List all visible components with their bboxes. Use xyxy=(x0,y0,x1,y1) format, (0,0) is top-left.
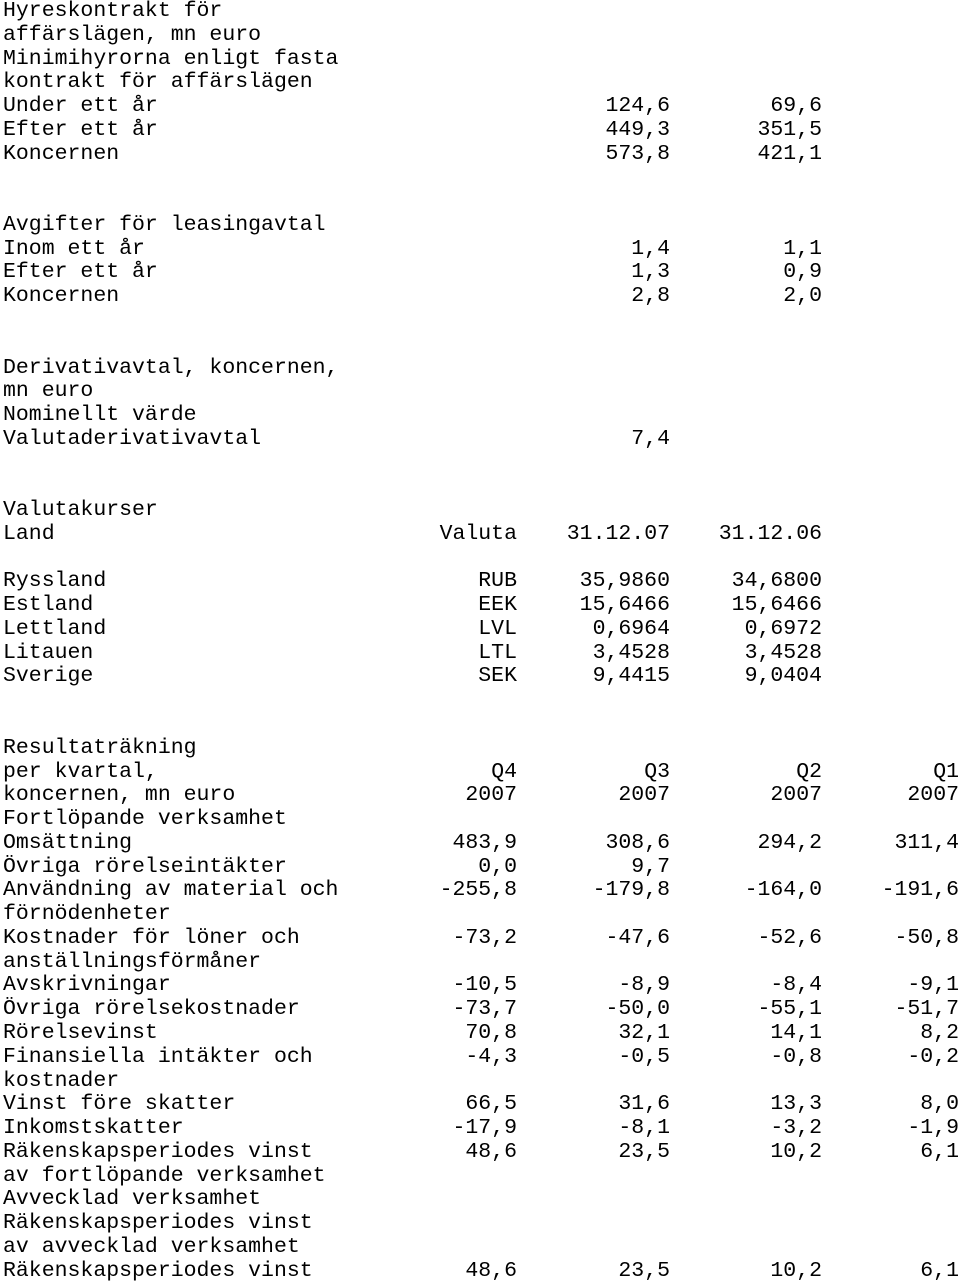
value-current: 573,8 xyxy=(605,141,670,166)
row-line xyxy=(0,856,960,880)
rate-2006: 34,6800 xyxy=(731,569,822,594)
value-q2: -52,6 xyxy=(757,925,822,950)
rental-contracts-section xyxy=(0,0,960,166)
value-q2: 294,2 xyxy=(757,830,822,855)
row-line xyxy=(0,1093,960,1117)
value-current: 449,3 xyxy=(605,117,670,142)
header-year-q4: 2007 xyxy=(465,783,517,808)
rate-2006: 0,6972 xyxy=(744,616,822,641)
header-label: per kvartal, xyxy=(3,759,158,784)
value-q2: -8,4 xyxy=(770,973,822,998)
table-row xyxy=(0,119,960,143)
value-q3: -50,0 xyxy=(605,997,670,1022)
row-label: Användning av material och xyxy=(3,878,339,903)
table-row xyxy=(0,570,960,594)
discontinued-heading: Avvecklad verksamhet xyxy=(3,1187,262,1212)
value-current: 124,6 xyxy=(605,94,670,119)
header-date-2007: 31.12.07 xyxy=(566,521,670,546)
row-line xyxy=(0,1117,960,1141)
row-label-continued: förnödenheter xyxy=(3,902,171,927)
value-q3: 23,5 xyxy=(618,1258,670,1283)
row-line xyxy=(0,1260,960,1284)
row-label: Rörelsevinst xyxy=(3,1020,158,1045)
table-row xyxy=(0,238,960,262)
value-previous: 69,6 xyxy=(770,94,822,119)
row-label: Koncernen xyxy=(3,141,120,166)
row-label: Omsättning xyxy=(3,830,133,855)
rate-2007: 35,9860 xyxy=(579,569,670,594)
table-row-financial-items xyxy=(0,1046,960,1094)
table-row-other-operating-income xyxy=(0,856,960,880)
table-row xyxy=(0,95,960,119)
subtitle-line: Minimihyrorna enligt fasta xyxy=(3,46,339,71)
row-label: Vinst före skatter xyxy=(3,1092,236,1117)
row-line xyxy=(0,1070,960,1094)
value-previous: 1,1 xyxy=(783,236,822,261)
row-line xyxy=(0,927,960,951)
value-q1: 6,1 xyxy=(920,1139,959,1164)
value-q1: -51,7 xyxy=(894,997,959,1022)
table-row-materials xyxy=(0,879,960,927)
value-q2: 13,3 xyxy=(770,1092,822,1117)
rate-2007: 3,4528 xyxy=(592,640,670,665)
title-line: Resultaträkning xyxy=(3,735,197,760)
table-row-profit-continuing xyxy=(0,1141,960,1189)
table-row xyxy=(0,261,960,285)
section-title xyxy=(0,737,960,761)
title-line: Derivativavtal, koncernen, xyxy=(3,355,339,380)
value-q1: -9,1 xyxy=(907,973,959,998)
table-row-omsattning xyxy=(0,832,960,856)
value-q3: 31,6 xyxy=(618,1092,670,1117)
table-row-income-tax xyxy=(0,1117,960,1141)
row-line xyxy=(0,1165,960,1189)
row-label: Räkenskapsperiodes vinst xyxy=(3,1139,313,1164)
row-label: Efter ett år xyxy=(3,117,158,142)
section-title xyxy=(0,24,960,48)
currency: LVL xyxy=(478,616,517,641)
value-current: 1,4 xyxy=(631,236,670,261)
value-q4: 48,6 xyxy=(465,1139,517,1164)
value-q2: 10,2 xyxy=(770,1258,822,1283)
value-current: 1,3 xyxy=(631,260,670,285)
exchange-rates-section xyxy=(0,499,960,689)
country: Sverige xyxy=(3,664,94,689)
country: Ryssland xyxy=(3,569,107,594)
currency: EEK xyxy=(478,593,517,618)
value-q2: 10,2 xyxy=(770,1139,822,1164)
income-statement-section xyxy=(0,737,960,1284)
value-q4: -10,5 xyxy=(452,973,517,998)
value-q2: -55,1 xyxy=(757,997,822,1022)
value-q2: 14,1 xyxy=(770,1020,822,1045)
table-row-personnel-costs xyxy=(0,927,960,975)
subsection-heading xyxy=(0,808,960,832)
rate-2007: 9,4415 xyxy=(592,664,670,689)
table-row xyxy=(0,594,960,618)
value-q3: 23,5 xyxy=(618,1139,670,1164)
table-row xyxy=(0,665,960,689)
row-line xyxy=(0,1022,960,1046)
value-q4: 0,0 xyxy=(478,854,517,879)
value-q3: 9,7 xyxy=(631,854,670,879)
rate-2007: 15,6466 xyxy=(579,593,670,618)
title-line: mn euro xyxy=(3,379,94,404)
value-q3: -8,9 xyxy=(618,973,670,998)
value-q1: 311,4 xyxy=(894,830,959,855)
row-label: Efter ett år xyxy=(3,260,158,285)
leasing-fees-section xyxy=(0,214,960,309)
row-label: Finansiella intäkter och xyxy=(3,1044,313,1069)
header-q4: Q4 xyxy=(491,759,517,784)
row-label-continued: anställningsförmåner xyxy=(3,949,262,974)
rate-2006: 15,6466 xyxy=(731,593,822,618)
table-row-depreciation xyxy=(0,974,960,998)
value-q3: 308,6 xyxy=(605,830,670,855)
value-q1: -1,9 xyxy=(907,1116,959,1141)
section-subtitle xyxy=(0,71,960,95)
section-title xyxy=(0,380,960,404)
table-row xyxy=(0,285,960,309)
title-line: Valutakurser xyxy=(3,498,158,523)
value-q2: -164,0 xyxy=(744,878,822,903)
table-row xyxy=(0,618,960,642)
row-label: Räkenskapsperiodes vinst xyxy=(3,1258,313,1283)
value-q1: 8,2 xyxy=(920,1020,959,1045)
row-label: Övriga rörelseintäkter xyxy=(3,854,287,879)
country: Estland xyxy=(3,593,94,618)
subsection-heading xyxy=(0,1188,960,1212)
title-line: affärslägen, mn euro xyxy=(3,22,262,47)
row-label: Under ett år xyxy=(3,94,158,119)
row-label-continued: av fortlöpande verksamhet xyxy=(3,1163,326,1188)
header-land: Land xyxy=(3,521,55,546)
table-header-years xyxy=(0,784,960,808)
rate-2006: 9,0404 xyxy=(744,664,822,689)
value-q3: -179,8 xyxy=(592,878,670,903)
value-current: 7,4 xyxy=(631,426,670,451)
header-q1: Q1 xyxy=(933,759,959,784)
blank-line xyxy=(0,547,960,571)
header-valuta: Valuta xyxy=(439,521,517,546)
table-row xyxy=(0,428,960,452)
title-line: Hyreskontrakt för xyxy=(3,0,223,23)
value-q2: -0,8 xyxy=(770,1044,822,1069)
value-q3: -8,1 xyxy=(618,1116,670,1141)
rate-2006: 3,4528 xyxy=(744,640,822,665)
derivatives-section xyxy=(0,357,960,452)
row-line xyxy=(0,998,960,1022)
section-title xyxy=(0,214,960,238)
row-label: Koncernen xyxy=(3,284,120,309)
value-previous: 2,0 xyxy=(783,284,822,309)
header-year-q2: 2007 xyxy=(770,783,822,808)
currency: LTL xyxy=(478,640,517,665)
section-title xyxy=(0,0,960,24)
row-label: Kostnader för löner och xyxy=(3,925,300,950)
row-line xyxy=(0,879,960,903)
value-q1: 6,1 xyxy=(920,1258,959,1283)
row-label: Övriga rörelsekostnader xyxy=(3,997,300,1022)
header-q2: Q2 xyxy=(796,759,822,784)
table-header-quarters xyxy=(0,761,960,785)
value-q1: -191,6 xyxy=(881,878,959,903)
table-row-profit-discontinued xyxy=(0,1212,960,1260)
value-q3: -47,6 xyxy=(605,925,670,950)
row-label: Inkomstskatter xyxy=(3,1116,184,1141)
value-q3: 32,1 xyxy=(618,1020,670,1045)
continuing-heading: Fortlöpande verksamhet xyxy=(3,807,287,832)
row-line xyxy=(0,832,960,856)
currency: RUB xyxy=(478,569,517,594)
row-line xyxy=(0,1212,960,1236)
row-line xyxy=(0,1141,960,1165)
table-row-profit-before-tax xyxy=(0,1093,960,1117)
value-q4: -4,3 xyxy=(465,1044,517,1069)
value-q1: -50,8 xyxy=(894,925,959,950)
header-label: koncernen, mn euro xyxy=(3,783,236,808)
title-line: Avgifter för leasingavtal xyxy=(3,212,326,237)
value-q4: 66,5 xyxy=(465,1092,517,1117)
header-year-q3: 2007 xyxy=(618,783,670,808)
value-q4: 483,9 xyxy=(452,830,517,855)
value-q1: -0,2 xyxy=(907,1044,959,1069)
table-header xyxy=(0,523,960,547)
currency: SEK xyxy=(478,664,517,689)
section-subtitle xyxy=(0,404,960,428)
value-previous: 351,5 xyxy=(757,117,822,142)
row-line xyxy=(0,1046,960,1070)
value-q4: -73,7 xyxy=(452,997,517,1022)
value-q3: -0,5 xyxy=(618,1044,670,1069)
country: Lettland xyxy=(3,616,107,641)
row-line xyxy=(0,1236,960,1260)
row-line xyxy=(0,951,960,975)
table-row-operating-profit xyxy=(0,1022,960,1046)
subtitle-line: Nominellt värde xyxy=(3,403,197,428)
table-row xyxy=(0,642,960,666)
header-q3: Q3 xyxy=(644,759,670,784)
country: Litauen xyxy=(3,640,94,665)
row-label-continued: kostnader xyxy=(3,1068,120,1093)
value-q4: 70,8 xyxy=(465,1020,517,1045)
value-q1: 8,0 xyxy=(920,1092,959,1117)
value-previous: 0,9 xyxy=(783,260,822,285)
row-line xyxy=(0,974,960,998)
row-line xyxy=(0,903,960,927)
table-row-profit-total xyxy=(0,1260,960,1284)
value-previous: 421,1 xyxy=(757,141,822,166)
value-q4: -73,2 xyxy=(452,925,517,950)
value-current: 2,8 xyxy=(631,284,670,309)
value-q2: -3,2 xyxy=(770,1116,822,1141)
table-row xyxy=(0,143,960,167)
value-q4: 48,6 xyxy=(465,1258,517,1283)
section-subtitle xyxy=(0,48,960,72)
value-q4: -255,8 xyxy=(439,878,517,903)
section-title xyxy=(0,357,960,381)
row-label: Räkenskapsperiodes vinst xyxy=(3,1211,313,1236)
row-label-continued: av avvecklad verksamhet xyxy=(3,1234,300,1259)
value-q4: -17,9 xyxy=(452,1116,517,1141)
header-year-q1: 2007 xyxy=(907,783,959,808)
rate-2007: 0,6964 xyxy=(592,616,670,641)
header-date-2006: 31.12.06 xyxy=(718,521,822,546)
section-title xyxy=(0,499,960,523)
row-label: Inom ett år xyxy=(3,236,145,261)
table-row-other-operating-costs xyxy=(0,998,960,1022)
subtitle-line: kontrakt för affärslägen xyxy=(3,70,313,95)
row-label: Avskrivningar xyxy=(3,973,171,998)
row-label: Valutaderivativavtal xyxy=(3,426,262,451)
